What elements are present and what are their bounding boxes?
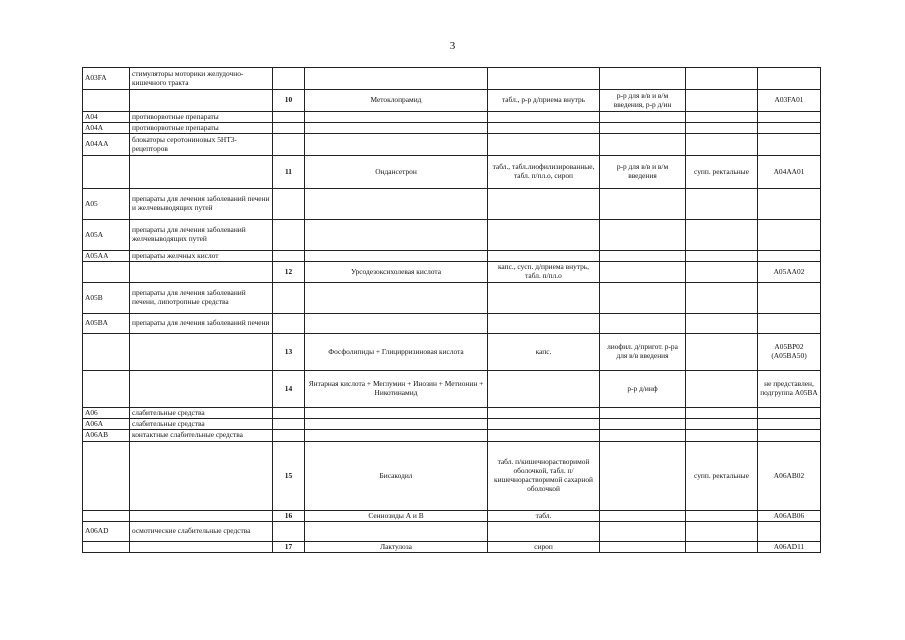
cell-form3 <box>686 112 758 123</box>
cell-form3: супп. ректальные <box>686 156 758 189</box>
table-row <box>83 262 821 283</box>
cell-code <box>83 90 130 112</box>
cell-num <box>273 419 305 430</box>
cell-form: табл., табл.лиофилизированные, табл. п/пл.о, сироп <box>488 156 600 189</box>
cell-form <box>488 189 600 220</box>
cell-code: A05A <box>83 220 130 251</box>
page-number: 3 <box>449 40 456 52</box>
cell-name <box>305 283 488 314</box>
cell-form2 <box>600 68 686 90</box>
cell-code <box>83 156 130 189</box>
cell-form: сироп <box>488 542 600 553</box>
cell-group: блокаторы серотониновых 5HT3-рецепторов <box>130 134 273 156</box>
cell-form: табл., р-р д/приема внутрь <box>488 90 600 112</box>
cell-group: препараты желчных кислот <box>130 251 273 262</box>
cell-atc: A06AD11 <box>758 542 821 553</box>
cell-code: A05BA <box>83 314 130 334</box>
cell-code: A06 <box>83 408 130 419</box>
cell-group: слабительные средства <box>130 419 273 430</box>
cell-form <box>488 314 600 334</box>
cell-form <box>488 283 600 314</box>
table-row <box>83 522 821 542</box>
table-row <box>83 90 821 112</box>
cell-name <box>305 189 488 220</box>
table-body <box>83 68 821 553</box>
table-row <box>83 283 821 314</box>
table-row <box>83 542 821 553</box>
cell-form2 <box>600 314 686 334</box>
cell-code: A04AA <box>83 134 130 156</box>
cell-form <box>488 68 600 90</box>
table-row <box>83 442 821 511</box>
cell-form2: лиофил. д/пригот. р-ра для в/в введения <box>600 334 686 371</box>
cell-num <box>273 430 305 442</box>
cell-form <box>488 123 600 134</box>
cell-group: препараты для лечения заболеваний желчевыводящих путей <box>130 220 273 251</box>
cell-form2 <box>600 419 686 430</box>
cell-code: A06AD <box>83 522 130 542</box>
cell-name: Сеннозиды А и В <box>305 511 488 522</box>
table-row <box>83 220 821 251</box>
cell-form3 <box>686 419 758 430</box>
table-row <box>83 68 821 90</box>
cell-name: Ондансетрон <box>305 156 488 189</box>
cell-name <box>305 134 488 156</box>
table-row <box>83 156 821 189</box>
cell-form3 <box>686 408 758 419</box>
cell-group: препараты для лечения заболеваний печени и желчевыводящих путей <box>130 189 273 220</box>
cell-form3 <box>686 334 758 371</box>
cell-group: препараты для лечения заболеваний печени, липотропные средства <box>130 283 273 314</box>
cell-form2 <box>600 251 686 262</box>
cell-form <box>488 112 600 123</box>
cell-form2: р-р для в/в и в/м введения, р-р д/ин <box>600 90 686 112</box>
cell-form <box>488 430 600 442</box>
cell-atc <box>758 68 821 90</box>
cell-num: 17 <box>273 542 305 553</box>
cell-code: A05 <box>83 189 130 220</box>
cell-group: осмотические слабительные средства <box>130 522 273 542</box>
cell-form <box>488 251 600 262</box>
cell-group: слабительные средства <box>130 408 273 419</box>
cell-form2 <box>600 112 686 123</box>
cell-form3 <box>686 68 758 90</box>
cell-form <box>488 419 600 430</box>
cell-num <box>273 220 305 251</box>
cell-group: стимуляторы моторики желудочно-кишечного тракта <box>130 68 273 90</box>
cell-group <box>130 542 273 553</box>
cell-num: 10 <box>273 90 305 112</box>
cell-code: A05B <box>83 283 130 314</box>
cell-form3 <box>686 430 758 442</box>
cell-group: противорвотные препараты <box>130 123 273 134</box>
cell-atc <box>758 251 821 262</box>
cell-name <box>305 522 488 542</box>
cell-code: A04A <box>83 123 130 134</box>
cell-code: A03FA <box>83 68 130 90</box>
cell-num: 16 <box>273 511 305 522</box>
cell-name <box>305 314 488 334</box>
cell-form3 <box>686 511 758 522</box>
cell-name: Бисакодил <box>305 442 488 511</box>
cell-num <box>273 314 305 334</box>
cell-code: A06AB <box>83 430 130 442</box>
cell-atc <box>758 123 821 134</box>
cell-form2 <box>600 408 686 419</box>
cell-num: 14 <box>273 371 305 408</box>
cell-form: капс., сусп. д/приема внутрь, табл. п/пл.о <box>488 262 600 283</box>
cell-form2 <box>600 134 686 156</box>
cell-code <box>83 511 130 522</box>
table-row <box>83 123 821 134</box>
cell-num <box>273 112 305 123</box>
cell-name: Янтарная кислота + Меглумин + Инозин + Метионин + Никотинамид <box>305 371 488 408</box>
cell-name <box>305 112 488 123</box>
cell-atc <box>758 189 821 220</box>
cell-form3 <box>686 542 758 553</box>
cell-atc <box>758 419 821 430</box>
cell-group: контактные слабительные средства <box>130 430 273 442</box>
cell-num <box>273 189 305 220</box>
cell-group <box>130 90 273 112</box>
cell-num <box>273 251 305 262</box>
cell-form <box>488 220 600 251</box>
table-row <box>83 430 821 442</box>
cell-form3 <box>686 522 758 542</box>
cell-name <box>305 123 488 134</box>
drug-table <box>82 67 821 553</box>
cell-num <box>273 522 305 542</box>
cell-form3 <box>686 314 758 334</box>
cell-form3 <box>686 251 758 262</box>
cell-atc <box>758 408 821 419</box>
cell-form3 <box>686 189 758 220</box>
cell-form <box>488 134 600 156</box>
cell-atc: A04AA01 <box>758 156 821 189</box>
cell-atc <box>758 283 821 314</box>
table-row <box>83 334 821 371</box>
cell-atc <box>758 314 821 334</box>
cell-form <box>488 522 600 542</box>
cell-form2 <box>600 189 686 220</box>
cell-name <box>305 408 488 419</box>
cell-group <box>130 442 273 511</box>
cell-code <box>83 334 130 371</box>
cell-atc: A05BP02 (A05BA50) <box>758 334 821 371</box>
cell-code <box>83 442 130 511</box>
table-row <box>83 419 821 430</box>
cell-name: Урсодезоксихолевая кислота <box>305 262 488 283</box>
table-row <box>83 314 821 334</box>
cell-form2 <box>600 442 686 511</box>
cell-group <box>130 511 273 522</box>
cell-atc <box>758 220 821 251</box>
cell-form3 <box>686 134 758 156</box>
cell-num: 11 <box>273 156 305 189</box>
table-row <box>83 511 821 522</box>
cell-code <box>83 262 130 283</box>
cell-num: 13 <box>273 334 305 371</box>
cell-name <box>305 220 488 251</box>
cell-atc: A03FA01 <box>758 90 821 112</box>
cell-atc <box>758 522 821 542</box>
cell-atc: A05AA02 <box>758 262 821 283</box>
cell-form3 <box>686 220 758 251</box>
table-row <box>83 189 821 220</box>
cell-form: табл. <box>488 511 600 522</box>
cell-form3 <box>686 262 758 283</box>
cell-form2: р-р для в/в и в/м введения <box>600 156 686 189</box>
cell-num <box>273 134 305 156</box>
cell-code: A04 <box>83 112 130 123</box>
cell-group: препараты для лечения заболеваний печени <box>130 314 273 334</box>
cell-name <box>305 419 488 430</box>
cell-form2 <box>600 522 686 542</box>
cell-form3 <box>686 123 758 134</box>
cell-form: капс. <box>488 334 600 371</box>
cell-atc: не представлен, подгруппа A05BA <box>758 371 821 408</box>
cell-group <box>130 156 273 189</box>
cell-name <box>305 68 488 90</box>
table-row <box>83 251 821 262</box>
cell-name: Фосфолипиды + Глицирризиновая кислота <box>305 334 488 371</box>
cell-num: 12 <box>273 262 305 283</box>
cell-group <box>130 334 273 371</box>
cell-name: Лактулоза <box>305 542 488 553</box>
cell-form2 <box>600 123 686 134</box>
cell-form3: супп. ректальные <box>686 442 758 511</box>
cell-atc: A06AB02 <box>758 442 821 511</box>
cell-atc <box>758 134 821 156</box>
cell-num <box>273 283 305 314</box>
cell-code: A05AA <box>83 251 130 262</box>
cell-atc: A06AB06 <box>758 511 821 522</box>
cell-form3 <box>686 90 758 112</box>
table-row <box>83 112 821 123</box>
cell-form <box>488 408 600 419</box>
cell-num <box>273 123 305 134</box>
cell-atc <box>758 430 821 442</box>
table-row <box>83 408 821 419</box>
cell-name: Метоклопрамид <box>305 90 488 112</box>
cell-name <box>305 430 488 442</box>
cell-num <box>273 68 305 90</box>
cell-atc <box>758 112 821 123</box>
cell-form: табл. п/кишечнорастворимой оболочкой, табл. п/кишечнорастворимой сахарной оболочкой <box>488 442 600 511</box>
table-row <box>83 371 821 408</box>
cell-code: A06A <box>83 419 130 430</box>
cell-form3 <box>686 283 758 314</box>
cell-name <box>305 251 488 262</box>
cell-num <box>273 408 305 419</box>
cell-code <box>83 542 130 553</box>
cell-code <box>83 371 130 408</box>
cell-form <box>488 371 600 408</box>
cell-form2 <box>600 542 686 553</box>
cell-form2 <box>600 262 686 283</box>
cell-num: 15 <box>273 442 305 511</box>
cell-form2: р-р д/инф <box>600 371 686 408</box>
cell-group <box>130 262 273 283</box>
cell-group: противорвотные препараты <box>130 112 273 123</box>
cell-group <box>130 371 273 408</box>
cell-form3 <box>686 371 758 408</box>
cell-form2 <box>600 283 686 314</box>
cell-form2 <box>600 430 686 442</box>
cell-form2 <box>600 511 686 522</box>
cell-form2 <box>600 220 686 251</box>
table-row <box>83 134 821 156</box>
